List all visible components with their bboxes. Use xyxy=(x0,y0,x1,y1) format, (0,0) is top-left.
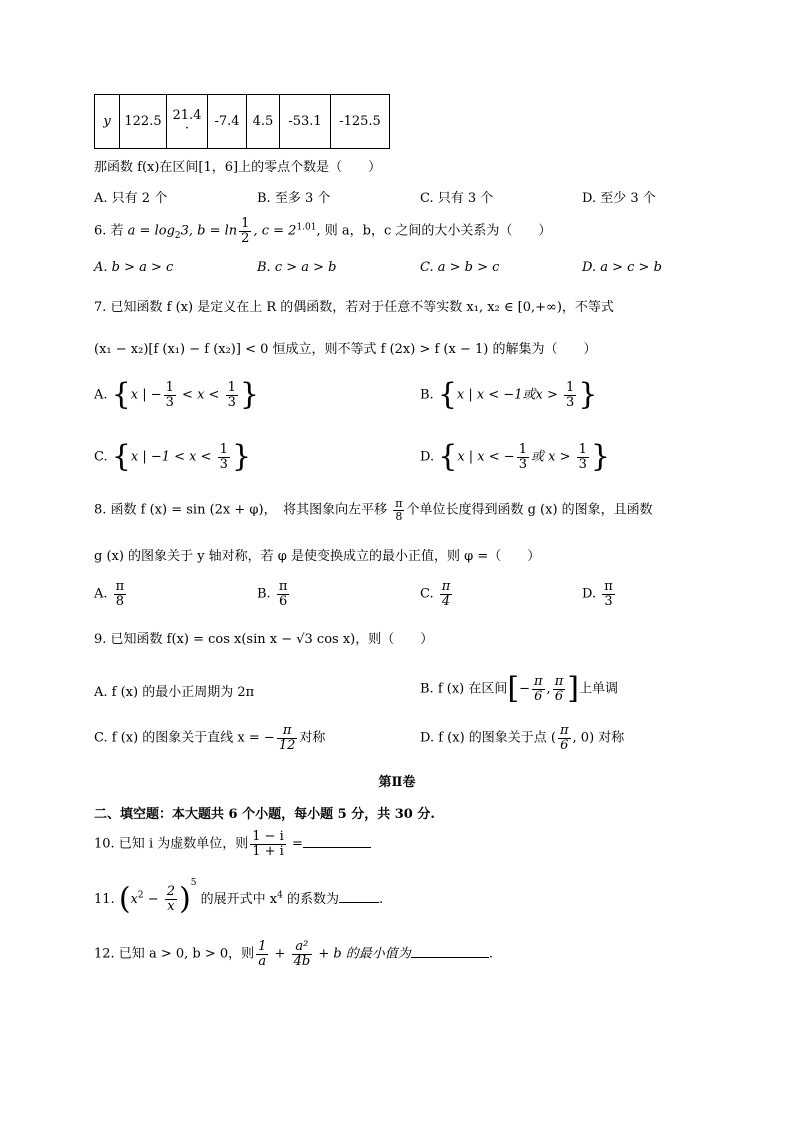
frac-den: 3 xyxy=(227,394,236,410)
frac-den: 6 xyxy=(554,688,564,704)
option-frac xyxy=(602,580,615,608)
q7-option-a-left: x | − xyxy=(130,387,162,403)
table-row xyxy=(95,95,390,149)
right-paren-icon: ) xyxy=(179,881,191,917)
q12-stem xyxy=(94,940,493,968)
q11-inner: x xyxy=(130,892,138,907)
left-paren-icon: ( xyxy=(118,881,131,917)
right-brace-icon: } xyxy=(590,439,610,474)
q5-stem: 那函数 f(x)在区间[1，6]上的零点个数是（ ） xyxy=(94,160,382,175)
q11-stem xyxy=(94,878,383,915)
answer-blank[interactable] xyxy=(303,847,371,848)
q9-option-a: A. f (x) 的最小正周期为 2π xyxy=(94,685,255,700)
frac-den: 3 xyxy=(165,394,174,410)
q7-option-a-frac2 xyxy=(226,381,238,409)
q11-minus: − xyxy=(143,892,163,907)
q6-a-def: a = log xyxy=(127,223,175,239)
frac-den: 1 + i xyxy=(252,843,284,859)
table-cell: -125.5 xyxy=(331,95,390,149)
frac-num: 1 xyxy=(258,939,267,954)
frac-den: 6 xyxy=(278,593,288,609)
q8-line1 xyxy=(94,498,653,522)
frac-den: 3 xyxy=(578,456,587,472)
q8-option-c xyxy=(420,580,454,608)
q6-a-rest: 3, b = ln xyxy=(180,223,238,239)
right-brace-icon: } xyxy=(578,377,598,412)
q6-c-sup: 1.01 xyxy=(296,222,317,233)
q7-option-a-mid: < x < xyxy=(177,387,224,403)
table-cell-dot: · xyxy=(184,120,190,136)
q11-end: . xyxy=(379,892,384,907)
q6-fraction xyxy=(239,217,251,245)
frac-num: π xyxy=(534,673,543,689)
frac-den: 3 xyxy=(604,593,613,609)
frac-num: π xyxy=(277,724,298,739)
frac-num: 1 xyxy=(165,379,174,395)
q8-line1-b: 个单位长度得到函数 g (x) 的图象，且函数 xyxy=(406,502,653,518)
q9-option-b-frac1 xyxy=(532,675,545,703)
frac-num: a² xyxy=(292,940,313,955)
q9-option-b-a: B. f (x) 在区间 xyxy=(420,681,508,697)
q7-option-b-text: x | x < −1或x > xyxy=(456,387,563,403)
frac-den: 3 xyxy=(518,456,527,472)
option-frac xyxy=(277,580,290,608)
q6-frac-num: 1 xyxy=(241,216,250,231)
frac-num: 1 xyxy=(518,441,527,457)
q7-option-b xyxy=(420,377,598,412)
q7-option-d-frac2 xyxy=(577,443,589,471)
q12-end: . xyxy=(488,946,493,962)
q9-option-d-frac xyxy=(558,724,571,752)
q6-stem xyxy=(94,217,551,245)
right-brace-icon: } xyxy=(231,439,252,474)
q7-option-d-left: x | x < − xyxy=(457,449,515,465)
table-cell xyxy=(167,95,208,149)
q7-option-d-mid: 或 x > xyxy=(530,449,575,465)
frac-num: 1 xyxy=(566,379,575,395)
q9-stem: 9. 已知函数 f(x) = cos x(sin x − √3 cos x)，则（ ） xyxy=(94,632,434,647)
q8-line2: g (x) 的图象关于 y 轴对称，若 φ 是使变换成立的最小正值，则 φ =（ ） xyxy=(94,549,541,564)
table-cell: -7.4 xyxy=(208,95,247,149)
q8-line1-a: 8. 函数 f (x) = sin (2x + φ)， 将其图象向左平移 xyxy=(94,502,392,518)
frac-den: x xyxy=(167,899,175,914)
table-cell-value: 21.4 xyxy=(172,107,202,123)
values-table xyxy=(94,94,390,149)
q9-option-c-frac xyxy=(277,724,298,752)
answer-blank[interactable] xyxy=(411,957,489,958)
q9-option-d xyxy=(420,724,624,752)
frac-den: 6 xyxy=(560,737,569,753)
q7-option-a xyxy=(94,377,259,412)
q5-option-b: B. 至多 3 个 xyxy=(257,191,331,206)
q9-option-c xyxy=(94,724,325,752)
q8-option-d xyxy=(582,580,617,608)
q12-frac2 xyxy=(292,940,313,968)
q11-frac xyxy=(165,885,177,913)
q7-option-c-label: C. xyxy=(94,449,108,465)
option-label: C. xyxy=(420,586,434,602)
option-frac xyxy=(114,580,127,608)
q5-option-a: A. 只有 2 个 xyxy=(94,191,168,206)
table-cell: y xyxy=(95,95,120,149)
left-brace-icon: { xyxy=(111,439,131,474)
frac-den: 4b xyxy=(293,953,311,969)
answer-blank[interactable] xyxy=(339,902,379,903)
q7-line2: (x₁ − x₂)[f (x₁) − f (x₂)] < 0 恒成立，则不等式 f (2x) > f (x − 1) 的解集为（ ） xyxy=(94,342,597,357)
left-brace-icon: { xyxy=(111,377,131,412)
q9-option-c-a: C. f (x) 的图象关于直线 x = − xyxy=(94,730,275,746)
q6-c-def: , c = 2 xyxy=(253,223,297,239)
frac-den: 12 xyxy=(278,737,296,753)
option-frac xyxy=(440,580,453,608)
q7-option-c-frac xyxy=(218,443,230,471)
q7-line1: 7. 已知函数 f (x) 是定义在上 R 的偶函数，若对于任意不等实数 x₁, x₂ ∈ [0,+∞)，不等式 xyxy=(94,300,614,315)
frac-den: 4 xyxy=(441,593,451,609)
q7-option-c-text: x | −1 < x < xyxy=(130,449,216,465)
q9-option-c-b: 对称 xyxy=(299,730,326,746)
q7-option-d xyxy=(420,439,610,474)
q7-option-d-label: D. xyxy=(420,449,435,465)
frac-num: π xyxy=(115,579,125,594)
frac-num: π xyxy=(395,497,403,510)
q6-frac-den: 2 xyxy=(241,230,250,246)
table-cell: 122.5 xyxy=(120,95,167,149)
q5-option-c: C. 只有 3 个 xyxy=(420,191,494,206)
option-label: D. xyxy=(582,586,597,602)
q7-option-a-label: A. xyxy=(94,387,108,403)
option-label: B. xyxy=(257,586,271,602)
q9-option-b-b: 上单调 xyxy=(578,681,618,697)
q10-a: 10. 已知 i 为虚数单位，则 xyxy=(94,836,249,852)
q6-option-b: B. c > a > b xyxy=(257,260,337,275)
frac-den: 6 xyxy=(534,688,543,704)
q7-option-b-frac xyxy=(564,381,576,409)
q6-option-a: A. b > a > c xyxy=(94,260,174,275)
q7-option-d-frac1 xyxy=(517,443,529,471)
frac-num: 1 xyxy=(219,441,228,457)
frac-num: π xyxy=(278,579,288,594)
q9-option-b: B. f (x) 在区间[− $\frac{\pi}{6}$ , $\frac{\pi}{6}$ ]上单调 xyxy=(420,671,618,706)
section-heading: 二、填空题：本大题共 6 个小题，每小题 5 分，共 30 分. xyxy=(94,807,435,822)
frac-den: 8 xyxy=(395,509,403,523)
q6-suffix: , 则 a，b，c 之间的大小关系为（ ） xyxy=(316,223,552,239)
frac-num: π xyxy=(441,579,451,594)
q11-a: 11. xyxy=(94,892,119,907)
q9-option-b-frac2 xyxy=(553,675,566,703)
q7-option-b-label: B. xyxy=(420,387,434,403)
q6-option-c: C. a > b > c xyxy=(420,260,500,275)
q11-outer-sup: 5 xyxy=(190,878,197,888)
left-brace-icon: { xyxy=(438,439,458,474)
frac-den: 8 xyxy=(115,593,125,609)
q7-option-a-frac1 xyxy=(164,381,176,409)
q6-prefix: 6. 若 xyxy=(94,223,128,239)
frac-den: 3 xyxy=(219,456,228,472)
table-cell: 4.5 xyxy=(247,95,280,149)
q12-frac1 xyxy=(256,940,268,968)
frac-num: π xyxy=(554,673,564,689)
q7-option-c xyxy=(94,439,252,474)
frac-num: 2 xyxy=(166,884,176,900)
q12-plus: + xyxy=(270,946,290,962)
q10-b: = xyxy=(287,836,303,852)
frac-num: 1 − i xyxy=(252,829,284,844)
q11-b-sup: 4 xyxy=(277,890,283,901)
q12-a: 12. 已知 a > 0, b > 0，则 xyxy=(94,946,255,962)
section-title: 第Ⅱ卷 xyxy=(378,775,416,790)
q11-c: 的系数为 xyxy=(282,892,339,907)
q9-option-d-a: D. f (x) 的图象关于点 ( xyxy=(420,730,556,746)
frac-den: a xyxy=(258,953,267,969)
q8-option-b xyxy=(257,580,291,608)
q9-option-d-b: , 0) 对称 xyxy=(572,730,625,746)
q11-b: 的展开式中 x xyxy=(196,892,278,907)
left-brace-icon: { xyxy=(437,377,457,412)
table-cell: -53.1 xyxy=(280,95,331,149)
left-bracket-icon: [ xyxy=(507,671,520,706)
q6-a-sub: 2 xyxy=(174,231,181,242)
frac-den: 3 xyxy=(566,394,575,410)
q8-option-a xyxy=(94,580,128,608)
q6-option-d: D. a > c > b xyxy=(582,260,662,275)
frac-num: π xyxy=(604,579,613,594)
q10-stem xyxy=(94,830,371,858)
frac-num: 1 xyxy=(578,441,587,457)
q10-frac xyxy=(250,830,286,858)
q11-inner-sup: 2 xyxy=(137,890,144,901)
q12-b: + b 的最小值为 xyxy=(314,946,411,962)
q8-line1-frac xyxy=(393,498,404,522)
right-brace-icon: } xyxy=(239,377,259,412)
right-bracket-icon: ] xyxy=(567,671,579,706)
frac-num: 1 xyxy=(227,379,236,395)
option-label: A. xyxy=(94,586,108,602)
q5-option-d: D. 至少 3 个 xyxy=(582,191,656,206)
frac-num: π xyxy=(559,723,569,738)
